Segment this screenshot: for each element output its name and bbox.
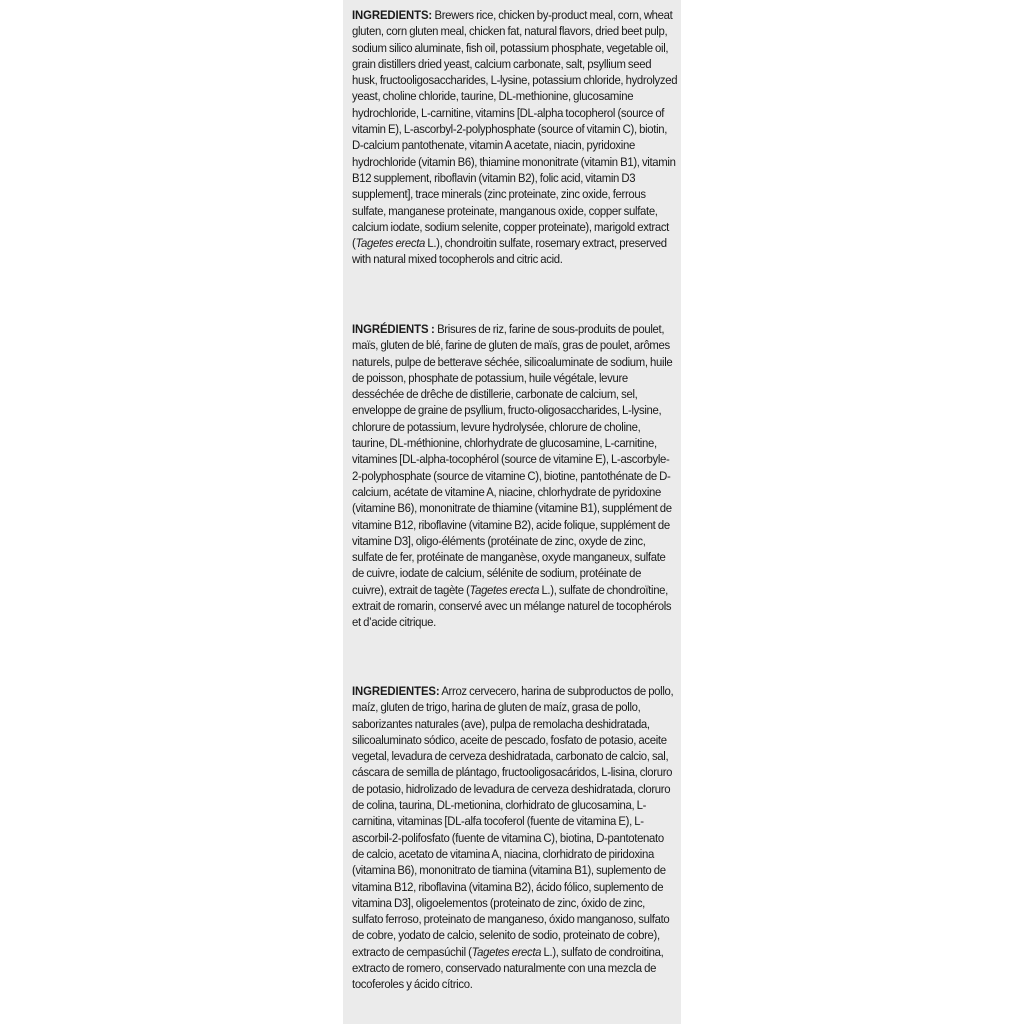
ingredients-heading-es: INGREDIENTES:: [352, 684, 440, 698]
ingredients-text-en-end: L.), chondroitin sulfate, rosemary extract, preserved with natural mixed tocopherols and citric acid.: [352, 236, 667, 267]
ingredients-spanish: [352, 683, 678, 993]
species-name-en: Tagetes erecta: [355, 236, 426, 251]
ingredients-text-es-end: L.), sulfato de condroitina, extracto de romero, conservado naturalmente con una mezcla de tocoferoles y ácido cítrico.: [352, 944, 664, 992]
species-name-fr: Tagetes erecta: [469, 582, 540, 597]
ingredients-panel: [343, 0, 681, 1024]
species-name-es: Tagetes erecta: [471, 944, 542, 959]
ingredients-text-fr: Brisures de riz, farine de sous-produits de poulet, maïs, gluten de blé, farine de gluten de maïs, gras de poulet, arômes naturels, pulpe de betterave séchée, silicoaluminate de sodium, huile de poisson, phosphate de potassium, huile végétale, levure desséchée de drêche de distillerie, carbonate de calcium, sel, enveloppe de graine de psyllium, fructo-oligosaccharides, L-lysine, chlorure de potassium, levure hydrolysée, chlorure de choline, taurine, DL-méthionine, chlorhydrate de glucosamine, L-carnitine, vitamines [DL-alpha-tocophérol (source de vitamine E), L-ascorbyle-2-polyphosphate (source de vitamine C), biotine, pantothénate de D-calcium, acétate de vitamine A, niacine, chlorhydrate de pyridoxine (vitamine B6), mononitrate de thiamine (vitamine B1), supplément de vitamine B12, riboflavine (vitamine B2), acide folique, supplément de vitamine D3], oligo-éléments (protéinate de zinc, oxyde de zinc, sulfate de fer, protéinate de manganèse, oxyde manganeux, sulfate de cuivre, iodate de calcium, sélénite de sodium, protéinate de cuivre), extrait de tagète (: [352, 322, 673, 597]
ingredients-text-fr-end: L.), sulfate de chondroïtine, extrait de romarin, conservé avec un mélange naturel de tocophérols et d’acide citrique.: [352, 582, 672, 630]
ingredients-heading-fr: INGRÉDIENTS :: [352, 322, 435, 336]
ingredients-text-es: Arroz cervecero, harina de subproductos de pollo, maíz, gluten de trigo, harina de gluten de maíz, grasa de pollo, saborizantes naturales (ave), pulpa de remolacha deshidratada, silicoaluminato sódico, aceite de pescado, fosfato de potasio, aceite vegetal, levadura de cerveza deshidratada, carbonato de calcio, sal, cáscara de semilla de plántago, fructooligosacáridos, L-lisina, cloruro de potasio, hidrolizado de levadura de cerveza deshidratada, cloruro de colina, taurina, DL-metionina, clorhidrato de glucosamina, L-carnitina, vitaminas [DL-alfa tocoferol (fuente de vitamina E), L-ascorbil-2-polifosfato (fuente de vitamina C), biotina, D-pantotenato de calcio, acetato de vitamina A, niacina, clorhidrato de piridoxina (vitamina B6), mononitrato de tiamina (vitamina B1), suplemento de vitamina B12, riboflavina (vitamina B2), ácido fólico, suplemento de vitamina D3], oligoelementos (proteinato de zinc, óxido de zinc, sulfato ferroso, proteinato de manganeso, óxido manganoso, sulfato de cobre, yodato de calcio, selenito de sodio, proteinato de cobre), extracto de cempasúchil (: [352, 684, 674, 959]
ingredients-text-en: Brewers rice, chicken by-product meal, corn, wheat gluten, corn gluten meal, chicken fat, natural flavors, dried beet pulp, sodium silico aluminate, fish oil, potassium phosphate, vegetable oil, grain distillers dried yeast, calcium carbonate, salt, psyllium seed husk, fructooligosaccharides, L-lysine, potassium chloride, hydrolyzed yeast, choline chloride, taurine, DL-methionine, glucosamine hydrochloride, L-carnitine, vitamins [DL-alpha tocopherol (source of vitamin E), L-ascorbyl-2-polyphosphate (source of vitamin C), biotin, D-calcium pantothenate, vitamin A acetate, niacin, pyridoxine hydrochloride (vitamin B6), thiamine mononitrate (vitamin B1), vitamin B12 supplement, riboflavin (vitamin B2), folic acid, vitamin D3 supplement], trace minerals (zinc proteinate, zinc oxide, ferrous sulfate, manganese proteinate, manganous oxide, copper sulfate, calcium iodate, sodium selenite, copper proteinate), marigold extract (: [352, 8, 678, 251]
ingredients-heading-en: INGREDIENTS:: [352, 8, 433, 22]
ingredients-french: [352, 321, 678, 631]
ingredients-english: [352, 7, 678, 268]
